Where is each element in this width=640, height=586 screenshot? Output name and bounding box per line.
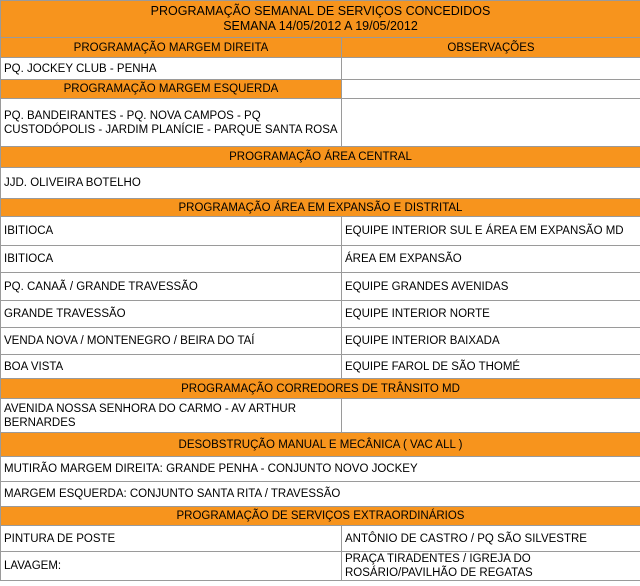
- margem-esquerda-header-row: [1, 80, 640, 99]
- area-central-cell: JJD. OLIVEIRA BOTELHO: [1, 168, 640, 199]
- observacoes-header: OBSERVAÇÕES: [342, 38, 640, 58]
- title-row: [1, 1, 640, 38]
- expansao-team: EQUIPE INTERIOR NORTE: [342, 301, 640, 328]
- table-row: [1, 246, 640, 273]
- margem-esquerda-row: [1, 99, 640, 147]
- table-row: [1, 273, 640, 301]
- area-central-row: [1, 168, 640, 199]
- expansao-team: EQUIPE INTERIOR BAIXADA: [342, 328, 640, 355]
- table-row: [1, 482, 640, 507]
- expansao-team: EQUIPE INTERIOR SUL E ÁREA EM EXPANSÃO MD: [342, 217, 640, 246]
- corredores-obs: [342, 399, 640, 433]
- expansao-team: ÁREA EM EXPANSÃO: [342, 246, 640, 273]
- margem-direita-cell: PQ. JOCKEY CLUB - PENHA: [1, 58, 342, 80]
- desobstrucao-header: DESOBSTRUÇÃO MANUAL E MECÂNICA ( VAC ALL ): [1, 433, 640, 457]
- area-central-header-row: [1, 147, 640, 168]
- margem-direita-header: PROGRAMAÇÃO MARGEM DIREITA: [1, 38, 342, 58]
- extraordinarios-service: LAVAGEM:: [1, 552, 342, 581]
- expansao-team: EQUIPE FAROL DE SÃO THOMÉ: [342, 355, 640, 379]
- title-line2: SEMANA 14/05/2012 A 19/05/2012: [223, 19, 418, 33]
- corredores-cell: AVENIDA NOSSA SENHORA DO CARMO - AV ARTHUR BERNARDES: [1, 399, 342, 433]
- expansao-location: GRANDE TRAVESSÃO: [1, 301, 342, 328]
- table-row: [1, 355, 640, 379]
- extraordinarios-location: PRAÇA TIRADENTES / IGREJA DO ROSÁRIO/PAVILHÃO DE REGATAS: [342, 552, 640, 581]
- corredores-row: [1, 399, 640, 433]
- margem-esquerda-obs: [342, 99, 640, 147]
- expansao-location: VENDA NOVA / MONTENEGRO / BEIRA DO TAÍ: [1, 328, 342, 355]
- expansao-location: IBITIOCA: [1, 246, 342, 273]
- extraordinarios-header-row: [1, 507, 640, 526]
- table-row: [1, 552, 640, 581]
- desobstrucao-header-row: [1, 433, 640, 457]
- expansao-header-row: [1, 199, 640, 217]
- corredores-header-row: [1, 379, 640, 399]
- expansao-header: PROGRAMAÇÃO ÁREA EM EXPANSÃO E DISTRITAL: [1, 199, 640, 217]
- desobstrucao-item: MUTIRÃO MARGEM DIREITA: GRANDE PENHA - CONJUNTO NOVO JOCKEY: [1, 457, 640, 482]
- desobstrucao-item: MARGEM ESQUERDA: CONJUNTO SANTA RITA / TRAVESSÃO: [1, 482, 640, 507]
- table-row: [1, 526, 640, 552]
- extraordinarios-header: PROGRAMAÇÃO DE SERVIÇOS EXTRAORDINÁRIOS: [1, 507, 640, 526]
- table-row: [1, 328, 640, 355]
- title-cell: [1, 1, 640, 38]
- margem-esquerda-cell: PQ. BANDEIRANTES - PQ. NOVA CAMPOS - PQ CUSTODÓPOLIS - JARDIM PLANÍCIE - PARQUE SANTA ROSA: [1, 99, 342, 147]
- table-row: [1, 217, 640, 246]
- expansao-location: BOA VISTA: [1, 355, 342, 379]
- title-line1: PROGRAMAÇÃO SEMANAL DE SERVIÇOS CONCEDIDOS: [150, 4, 491, 18]
- margem-esquerda-header: PROGRAMAÇÃO MARGEM ESQUERDA: [1, 80, 342, 99]
- margem-esquerda-header-blank: [342, 80, 640, 99]
- expansao-location: PQ. CANAÃ / GRANDE TRAVESSÃO: [1, 273, 342, 301]
- margem-direita-obs: [342, 58, 640, 80]
- extraordinarios-location: ANTÔNIO DE CASTRO / PQ SÃO SILVESTRE: [342, 526, 640, 552]
- margem-direita-header-row: [1, 38, 640, 58]
- table-row: [1, 301, 640, 328]
- area-central-header: PROGRAMAÇÃO ÁREA CENTRAL: [1, 147, 640, 168]
- table-row: [1, 457, 640, 482]
- margem-direita-row: [1, 58, 640, 80]
- extraordinarios-service: PINTURA DE POSTE: [1, 526, 342, 552]
- expansao-location: IBITIOCA: [1, 217, 342, 246]
- corredores-header: PROGRAMAÇÃO CORREDORES DE TRÂNSITO MD: [1, 379, 640, 399]
- expansao-team: EQUIPE GRANDES AVENIDAS: [342, 273, 640, 301]
